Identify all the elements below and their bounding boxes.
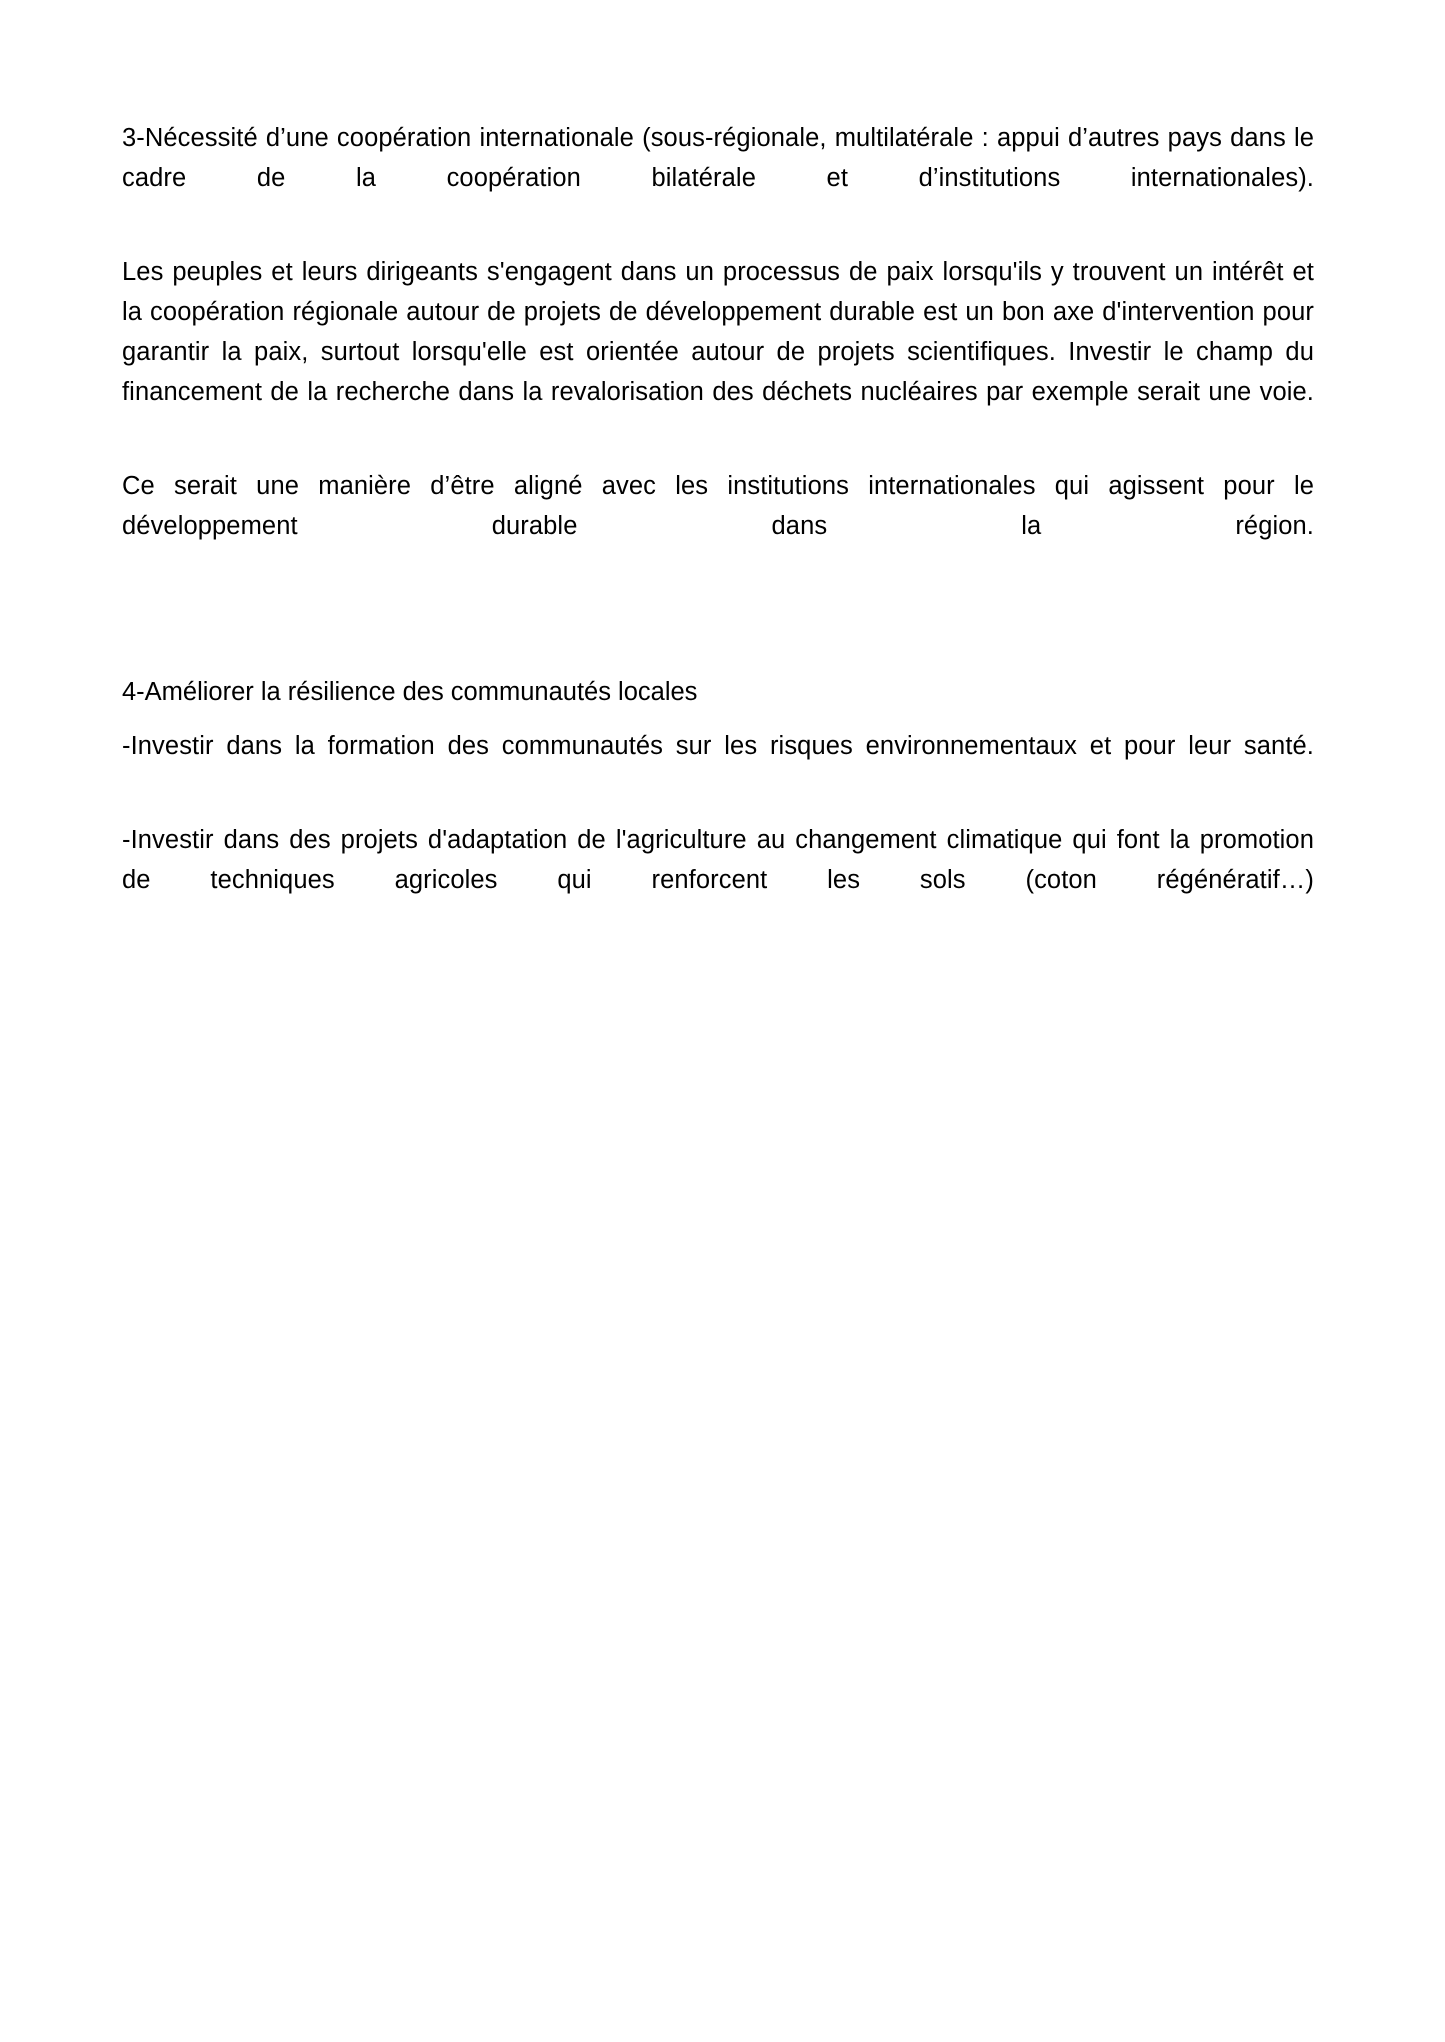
bullet-training-paragraph: -Investir dans la formation des communautés sur les risques environnementaux et pour leur santé.	[122, 732, 1314, 760]
document-body	[122, 118, 1314, 954]
bullet-agriculture-paragraph: -Investir dans des projets d'adaptation de l'agriculture au changement climatique qui font la promotion de techniques agricoles qui renforcent les sols (coton régénératif…)	[122, 826, 1314, 894]
alignment-paragraph: Ce serait une manière d’être aligné avec les institutions internationales qui agissent pour le développement durable dans la région.	[122, 472, 1314, 540]
peace-process-paragraph: Les peuples et leurs dirigeants s'engagent dans un processus de paix lorsqu'ils y trouvent un intérêt et la coopération régionale autour de projets de développement durable est un bon axe d'intervention pour garantir la paix, surtout lorsqu'elle est orientée autour de projets scientifiques. Investir le champ du financement de la recherche dans la revalorisation des déchets nucléaires par exemple serait une voie.	[122, 258, 1314, 406]
section-gap	[122, 600, 1314, 672]
section-3-paragraph: 3-Nécessité d’une coopération internationale (sous-régionale, multilatérale : appui d’autres pays dans le cadre de la coopération bilatérale et d’institutions internationales).	[122, 124, 1314, 192]
section-4-heading: 4-Améliorer la résilience des communautés locales	[122, 678, 698, 706]
